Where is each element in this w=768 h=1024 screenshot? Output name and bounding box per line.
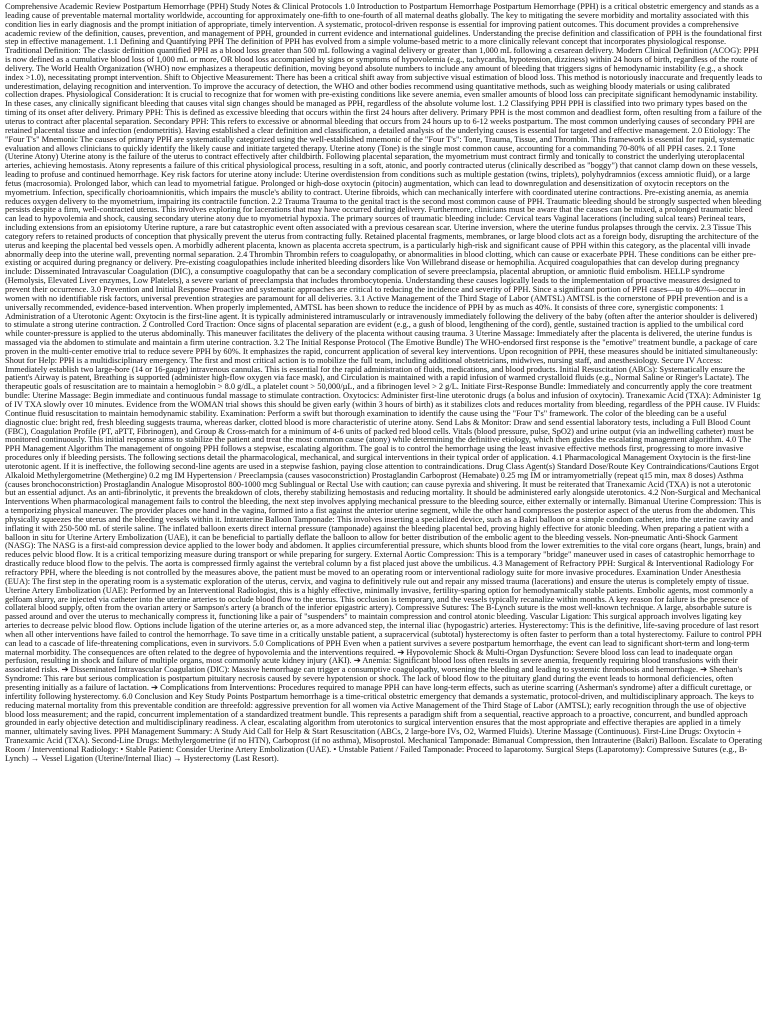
document-body-text: Comprehensive Academic Review Postpartum Hemorrhage (PPH) Study Notes & Clinical Protocols 1.0 Introduction to Postpartum Hemorrhage Postpartum Hemorrhage (PPH) is a critical obstetric emergency and stands as a leading cause of preventable maternal mortality worldwide, accounting for approximately one-fifth to one-fourth of all maternal deaths globally. The key to mitigating the severe morbidity and mortality associated with this condition lies in early diagnosis and the prompt initiation of appropriate, timely intervention. A systematic, protocol-driven response is essential for improving patient outcomes. This document provides a comprehensive academic review of the definition, causes, prevention, and management of PPH, grounded in current evidence and international guidelines. Understanding the precise definition and classification of PPH is the foundational first step in effective management. 1.1 Defining and Quantifying PPH The definition of PPH has evolved from a simple volume-based metric to a more clinically relevant concept that incorporates physiological response. Traditional Definition: The classic definition quantified PPH as a blood loss greater than 500 mL following a vaginal delivery or greater than 1,000 mL following a cesarean delivery. Modern Clinical Definition (ACOG): PPH is now defined as a cumulative blood loss of 1,000 mL or more, OR blood loss accompanied by signs or symptoms of hypovolemia (e.g., tachycardia, hypotension, dizziness) within 24 hours of birth, regardless of the route of delivery. The World Health Organization (WHO) now emphasizes a therapeutic definition, moving beyond absolute numbers to include any amount of bleeding that triggers signs of hemodynamic instability (e.g., a shock index >1.0), necessitating prompt intervention. Shift to Objective Measurement: There has been a critical shift away from subjective visual estimation of blood loss. This method is notoriously inaccurate and frequently leads to underestimation, delaying recognition and intervention. To improve the accuracy of detection, the WHO and other bodies recommend using quantitative methods, such as weighing bloody materials or using calibrated collection drapes. Physiological Consideration: It is crucial to recognize that for women with pre-existing conditions like severe anemia, even smaller amounts of blood loss can precipitate significant hemodynamic instability. In these cases, any clinically significant bleeding that causes vital sign changes should be managed as PPH, regardless of the absolute volume lost. 1.2 Classifying PPH PPH is classified into two primary types based on the timing of its onset after delivery. Primary PPH: This is defined as excessive bleeding that occurs within the first 24 hours after delivery. Primary PPH is the most common and deadliest form, often resulting from a failure of the uterus to contract after placental separation. Secondary PPH: This refers to excessive or abnormal bleeding that occurs from 24 hours up to 6-12 weeks postpartum. The most common underlying causes of secondary PPH are retained placental tissue and infection (endometritis). Having established a clear definition and classification, a detailed analysis of the underlying causes is essential for targeted and effective management. 2.0 Etiology: The "Four T's" Mnemonic The causes of primary PPH are systematically categorized using the well-established mnemonic of the "Four T's": Tone, Trauma, Tissue, and Thrombin. This framework is essential for rapid, systematic evaluation and allows clinicians to quickly identify the likely cause and initiate targeted therapy. Uterine atony (Tone) is the single most common cause, accounting for a commanding 70-80% of all PPH cases. 2.1 Tone (Uterine Atony) Uterine atony is the failure of the uterus to contract effectively after childbirth. Following placental separation, the myometrium must contract firmly and tonically to constrict the underlying uteroplacental arteries, achieving hemostasis. Atony represents a failure of this critical physiological process, resulting in a soft, atonic, and poorly contracted uterus (clinically described as "boggy") that cannot clamp down on these vessels, leading to profuse and continued hemorrhage. Key risk factors for uterine atony include: Uterine overdistension from conditions such as multiple gestation (twins, triplets), polyhydramnios (excess amniotic fluid), or a large fetus (macrosomia). Prolonged labor, which can lead to myometrial fatigue. Prolonged or high-dose oxytocin (pitocin) augmentation, which can lead to downregulation and desensitization of oxytocin receptors on the myometrium. Infection, specifically chorioamnionitis, which impairs the muscle's ability to contract. Uterine fibroids, which can mechanically interfere with coordinated uterine contractions. Pre-existing anemia, as anemia reduces oxygen delivery to the myometrium, impairing its contractile function. 2.2 Trauma Trauma to the genital tract is the second most common cause of PPH. Traumatic bleeding should be strongly suspected when bleeding persists despite a firm, well-contracted uterus. This involves exploring for lacerations that may have occurred during delivery. Furthermore, clinicians must be aware that the causes can be mixed, a prolonged traumatic bleed can lead to hypovolemia and shock, causing secondary uterine atony due to myometrial hypoxia. The primary sources of traumatic bleeding include: Cervical tears Vaginal lacerations (including sulcal tears) Perineal tears, including extensions from an episiotomy Uterine rupture, a rare but catastrophic event often associated with a previous cesarean scar. Uterine inversion, where the uterine fundus prolapses through the cervix. 2.3 Tissue This category refers to retained products of conception that physically prevent the uterus from contracting fully. Retained placental fragments, membranes, or large blood clots act as a foreign body, disrupting the architecture of the uterus and keeping the placental bed vessels open. A morbidly adherent placenta, known as placenta accreta spectrum, is a particularly high-risk and significant cause of PPH within this category, as the placental villi invade abnormally deep into the uterine wall, preventing normal separation. 2.4 Thrombin Thrombin refers to coagulopathy, or abnormalities in blood clotting, which can cause or exacerbate PPH. These conditions can be either pre-existing or acquired during pregnancy or delivery. Pre-existing coagulopathies include inherited bleeding disorders like Von Willebrand disease or hemophilia. Acquired coagulopathies that can develop during pregnancy include: Disseminated Intravascular Coagulation (DIC), a consumptive coagulopathy that can be a secondary complication of severe preeclampsia, placental abruption, or amniotic fluid embolism. HELLP syndrome (Hemolysis, Elevated Liver enzymes, Low Platelets), a severe variant of preeclampsia that includes thrombocytopenia. Understanding these causes logically leads to the implementation of proactive measures designed to prevent their occurrence. 3.0 Prevention and Initial Response Proactive and systematic approaches are critical to reducing the incidence and severity of PPH. Since a significant portion of PPH cases—up to 40%—occur in women with no identifiable risk factors, universal prevention strategies are paramount for all deliveries. 3.1 Active Management of the Third Stage of Labor (AMTSL) AMTSL is the cornerstone of PPH prevention and is a universally recommended, evidence-based intervention. When properly implemented, AMTSL has been shown to reduce the incidence of PPH by as much as 40%. It consists of three core, synergistic components: 1 Administration of a Uterotonic Agent: Oxytocin is the first-line agent. It is typically administered intramuscularly or intravenously immediately following the delivery of the baby (often after the anterior shoulder is delivered) to stimulate a strong uterine contraction. 2 Controlled Cord Traction: Once signs of placental separation are evident (e.g., a gush of blood, lengthening of the cord), gentle, sustained traction is applied to the umbilical cord while counter-pressure is applied to the uterus abdominally. This maneuver facilitates the delivery of the placenta without causing trauma. 3 Uterine Massage: Immediately after the placenta is delivered, the uterine fundus is massaged via the abdomen to stimulate and maintain a firm uterine contraction. 3.2 The Initial Response Protocol (The Emotive Bundle) The WHO-endorsed first response is the "emotive" treatment bundle, a package of care proven in the multi-center emotive trial to reduce severe PPH by 60%. It emphasizes the rapid, concurrent application of several key interventions. Upon recognition of PPH, these measures should be initiated simultaneously: Shout for Help: PPH is a multidisciplinary emergency. The first and most critical action is to mobilize the full team, including additional obstetricians, midwives, nursing staff, and anesthesiology. Secure IV Access: Immediately establish two large-bore (14 or 16-gauge) intravenous cannulas. This is essential for the rapid administration of fluids, medications, and blood products. Initial Resuscitation (ABCs): Systematically ensure the patient's Airway is patent, Breathing is supported (administer high-flow oxygen via face mask), and Circulation is maintained with a rapid infusion of warmed crystalloid fluids (e.g., Normal Saline or Ringer's Lactate). The therapeutic goals of resuscitation are to maintain a hemoglobin > 8.0 g/dL, a platelet count > 50,000/µL, and a fibrinogen level > 2 g/L. Initiate First-Response Bundle: Immediately and concurrently apply the core treatment bundle: Uterine Massage: Begin immediate and continuous fundal massage to stimulate contraction. Oxytocics: Administer first-line uterotonic drugs (a bolus and infusion of oxytocin). Tranexamic Acid (TXA): Administer 1g of IV TXA slowly over 10 minutes. Evidence from the WOMAN trial shows this should be given early (within 3 hours of birth) as it stabilizes clots and reduces mortality from bleeding, regardless of the PPH cause. IV Fluids: Continue fluid resuscitation to maintain hemodynamic stability. Examination: Perform a swift but thorough examination to identify the cause using the "Four T's" framework. The color of the bleeding can be a useful diagnostic clue: bright red, fresh bleeding suggests trauma, whereas darker, clotted blood is more characteristic of uterine atony. Send Labs & Monitor: Draw and send essential laboratory tests, including a Full Blood Count (FBC), Coagulation Profile (PT, aPTT, Fibrinogen), and Group & Cross-match for a minimum of 4-6 units of packed red blood cells. Vitals (blood pressure, pulse, SpO2) and urine output (via an indwelling catheter) must be monitored continuously. This initial response aims to stabilize the patient and treat the most common cause (atony) while determining the definitive etiology, which then guides the escalating management algorithm. 4.0 The PPH Management Algorithm The management of ongoing PPH follows a stepwise, escalating algorithm. The goal is to control the hemorrhage using the least invasive effective methods first, progressing to more invasive procedures only if bleeding persists. The following sections detail the pharmacological, mechanical, and surgical interventions in their typical order of application. 4.1 Pharmacological Management Oxytocin is the first-line uterotonic agent. If it is ineffective, the following second-line agents are used in a stepwise fashion, paying close attention to contraindications. Drug Class Agent(s) Standard Dose/Route Key Contraindications/Cautions Ergot Alkaloid Methylergometrine (Methergine) 0.2 mg IM Hypertension / Preeclampsia (causes vasoconstriction) Prostaglandin Carboprost (Hemabate) 0.25 mg IM or intramyometrially (repeat q15 min, max 8 doses) Asthma (causes bronchoconstriction) Prostaglandin Analogue Misoprostol 800-1000 mcg Sublingual or Rectal Use with caution; can cause pyrexia and shivering. It must be reiterated that Tranexamic Acid (TXA) is not a uterotonic but an essential adjunct. As an anti-fibrinolytic, it prevents the breakdown of clots, thereby stabilizing hemostasis and reducing mortality. It should be administered early alongside uterotonics. 4.2 Non-Surgical and Mechanical Interventions When pharmacological management fails to control the bleeding, the next step involves applying mechanical pressure to the bleeding source, either externally or internally. Bimanual Uterine Compression: This is a temporizing physical maneuver. The provider places one hand in the vagina, formed into a fist against the anterior uterine segment, while the other hand compresses the posterior aspect of the uterus from the abdomen. This physically squeezes the uterus and the bleeding vessels within it. Intrauterine Balloon Tamponade: This involves inserting a specialized device, such as a Bakri balloon or a simple condom catheter, into the uterine cavity and inflating it with 250-500 mL of sterile saline. The inflated balloon exerts direct internal pressure (tamponade) against the bleeding placental bed, proving highly effective for atonic bleeding. When preparing a patient with a balloon in situ for Uterine Artery Embolization (UAE), it can be beneficial to partially deflate the balloon to allow for better distribution of the embolic agent to the bleeding vessels. Non-pneumatic Anti-Shock Garment (NASG): The NASG is a first-aid compression device applied to the lower body and abdomen. It applies circumferential pressure, which shunts blood from the lower extremities to the vital core organs (heart, lungs, brain) and reduces pelvic blood flow. It is a critical temporizing measure during transport or while preparing for surgery. External Aortic Compression: This is a temporary "bridge" maneuver used in cases of catastrophic hemorrhage to drastically reduce blood flow to the pelvis. The aorta is compressed firmly against the vertebral column by a fist placed just above the umbilicus. 4.3 Management of Refractory PPH: Surgical & Interventional Radiology For refractory PPH, where the bleeding is not controlled by the measures above, the patient must be moved to an operating room or interventional radiology suite for more invasive procedures. Examination Under Anesthesia (EUA): The first step in the operating room is a systematic exploration of the uterus, cervix, and vagina to definitively rule out and repair any missed trauma (lacerations) and ensure the uterus is completely empty of tissue. Uterine Artery Embolization (UAE): Performed by an Interventional Radiologist, this is a highly effective, minimally invasive, fertility-sparing option for hemodynamically stable patients. Embolic agents, most commonly a gelfoam slurry, are injected via catheter into the uterine arteries to occlude blood flow to the uterus. This occlusion is temporary, and the vessels typically recanalize within months. A key reason for failure is the presence of collateral blood supply, often from the ovarian artery or Sampson's artery (a branch of the inferior epigastric artery). Compressive Sutures: The B-Lynch suture is the most well-known technique. A large, absorbable suture is passed around and over the uterus to mechanically compress it, functioning like a pair of "suspenders" to maintain compression and control atonic bleeding. Vascular Ligation: This surgical approach involves ligating key arteries to decrease pelvic blood flow. Options include ligation of the uterine arteries or, as a more advanced step, the internal iliac (hypogastric) arteries. Hysterectomy: This is the definitive, life-saving procedure of last resort when all other interventions have failed to control the hemorrhage. To save time in a critically unstable patient, a supracervical (subtotal) hysterectomy is often faster to perform than a total hysterectomy. Failure to control PPH can lead to a cascade of life-threatening complications, even in survivors. 5.0 Complications of PPH Even when a patient survives a severe postpartum hemorrhage, the event can lead to significant short-term and long-term maternal morbidity. The consequences are often related to the degree of hypovolemia and the interventions required. ➔ Hypovolemic Shock & Multi-Organ Dysfunction: Severe blood loss can lead to inadequate organ perfusion, resulting in shock and failure of multiple organs, most commonly acute kidney injury (AKI). ➔ Anemia: Significant blood loss often results in severe anemia, frequently requiring blood transfusions with their associated risks. ➔ Disseminated Intravascular Coagulation (DIC): Massive hemorrhage can trigger a consumptive coagulopathy, worsening the bleeding and leading to systemic thrombosis and hemorrhage. ➔ Sheehan's Syndrome: This rare but serious complication is postpartum pituitary necrosis caused by severe hypotension or shock. The lack of blood flow to the pituitary gland during the event leads to hormonal deficiencies, often presenting initially as a failure of lactation. ➔ Complications from Interventions: Procedures required to manage PPH can have long-term effects, such as uterine scarring (Asherman's syndrome) after a difficult curettage, or infertility following hysterectomy. 6.0 Conclusion and Key Study Points Postpartum hemorrhage is a time-critical obstetric emergency that demands a systematic, protocol-driven, and multidisciplinary approach. The keys to reducing maternal mortality from this preventable condition are threefold: aggressive prevention for all women via Active Management of the Third Stage of Labor (AMTSL); early recognition through the use of objective blood loss measurement; and the rapid, concurrent implementation of a standardized treatment bundle. This represents a paradigm shift from a sequential, reactive approach to a proactive, concurrent, and bundled approach grounded in early objective detection and multidisciplinary readiness. A clear, escalating algorithm from uterotonics to surgical intervention ensures that the most appropriate and effective therapies are applied in a timely manner, ultimately saving lives. PPH Management Summary: A Study Aid Call for Help & Start Resuscitation (ABCs, 2 large-bore IVs, O2, Warmed Fluids). Uterine Massage (Continuous). First-Line Drugs: Oxytocin + Tranexamic Acid (TXA). Second-Line Drugs: Methylergometrine (if no HTN), Carboprost (if no asthma), Misoprostol. Mechanical Tamponade: Bimanual Compression, then Intrauterine (Bakri) Balloon. Escalate to Operating Room / Interventional Radiology: • Stable Patient: Consider Uterine Artery Embolization (UAE). • Unstable Patient / Failed Tamponade: Proceed to laparotomy. Surgical Steps (Laparotomy): Compressive Sutures (e.g., B-Lynch) → Vessel Ligation (Uterine/Internal Iliac) → Hysterectomy (Last Resort).	[5, 2, 763, 763]
